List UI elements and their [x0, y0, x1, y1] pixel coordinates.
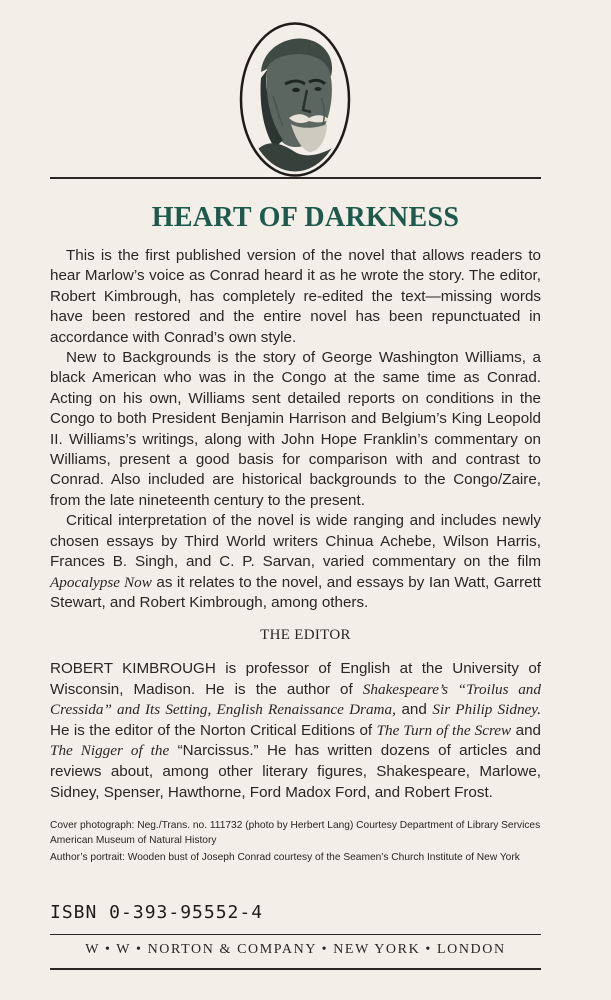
description-paragraph-1: This is the first published version of the novel that allows readers to hear Marlow’s voice as Conrad heard it as he wrote the story. The editor, Robert Kimbrough, has completely re-edited the text—missing words have been restored and the entire novel has been repunctuated in accordance with Conrad’s own style. [50, 247, 541, 346]
publisher-rule-bottom [50, 968, 541, 970]
paragraph-3-text-b: as it relates to the novel, and essays by Ian Watt, Garrett Stewart, and Robert Kimbrough, among others. [50, 573, 542, 611]
editor-heading: THE EDITOR [260, 627, 351, 643]
editor-bio-paragraph [50, 659, 541, 803]
author-portrait [239, 22, 351, 177]
publisher-line: W • W • NORTON & COMPANY • NEW YORK • LONDON [85, 942, 506, 957]
photo-credits [50, 818, 541, 867]
bio-italic-3: The Turn of the Screw [376, 721, 512, 739]
film-title: Apocalypse Now [50, 573, 152, 591]
book-title: HEART OF DARKNESS [151, 202, 460, 233]
bio-text-5: “Narcissus.” He has written dozens of articles and reviews about, among other literary figures, Shakespeare, Marlowe, Sidney, Spenser, Hawthorne, Ford Madox Ford, and Robert Frost. [50, 742, 541, 801]
portrait-credit: Author’s portrait: Wooden bust of Joseph Conrad courtesy of the Seamen’s Church Institute of New York [50, 852, 520, 863]
editor-bio [50, 659, 541, 803]
bio-italic-1: Shakespeare’s “Troilus and Cressida” and Its Setting, English Renaissance Drama, [50, 680, 541, 719]
bio-italic-2: Sir Philip Sidney. [432, 701, 541, 719]
bio-italic-4: The Nigger of the [50, 742, 170, 760]
top-rule [50, 177, 541, 179]
publisher-rule-top [50, 934, 541, 935]
paragraph-3-text-a: Critical interpretation of the novel is wide ranging and includes newly chosen essays by Third World writers Chinua Achebe, Wilson Harris, Frances B. Singh, and C. P. Sarvan, varied commentary on the film [50, 512, 541, 571]
bio-text-2: and [395, 701, 433, 719]
description [50, 246, 541, 613]
bio-text-1: ROBERT KIMBROUGH is professor of English at the University of Wisconsin, Madison. He is the author of [50, 660, 541, 698]
description-paragraph-3 [50, 511, 541, 613]
bio-text-4: and [511, 721, 541, 739]
bio-text-3: He is the editor of the Norton Critical Editions of [50, 721, 377, 739]
isbn: ISBN 0-393-95552-4 [50, 902, 264, 923]
description-paragraph-2: New to Backgrounds is the story of George Washington Williams, a black American who was in the Congo at the same time as Conrad. Acting on his own, Williams sent detailed reports on conditions in the Congo to both President Benjamin Harrison and Belgium’s King Leopold II. Williams’s writings, along with John Hope Franklin’s commentary on Williams, present a good basis for comparison with and contrast to Conrad. Also included are historical backgrounds to the Congo/Zaire, from the late nineteenth century to the present. [50, 349, 541, 509]
cover-credit: Cover photograph: Neg./Trans. no. 111732 (photo by Herbert Lang) Courtesy Department of Library Services American Museum of Natural History [50, 820, 541, 846]
